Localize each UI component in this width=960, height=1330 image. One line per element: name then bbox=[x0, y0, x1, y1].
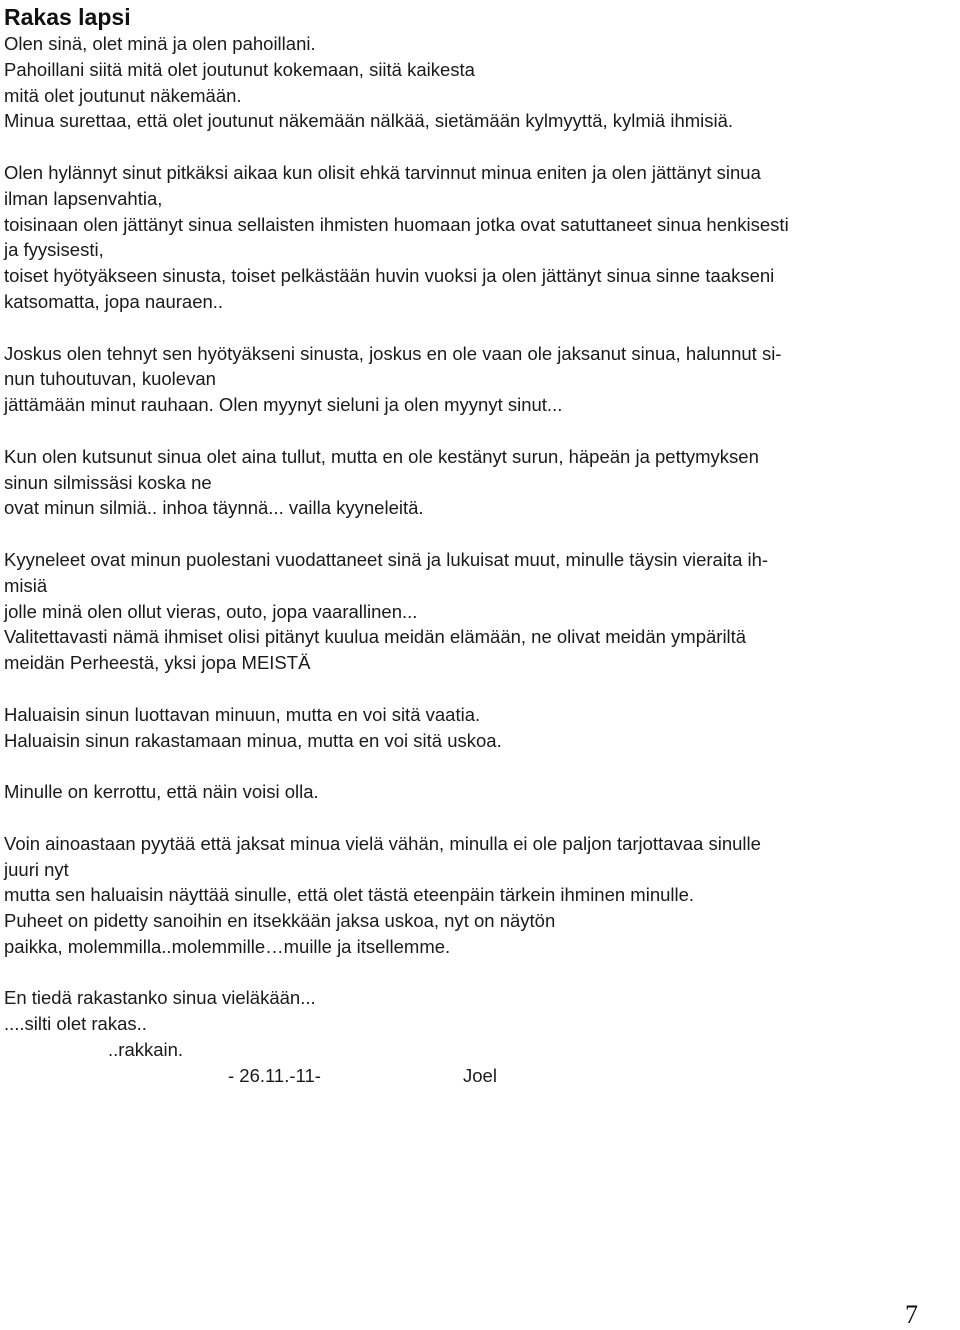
text-line: juuri nyt bbox=[4, 858, 69, 880]
text-line: misiä bbox=[4, 574, 48, 596]
letter-body bbox=[4, 0, 956, 1089]
text-line: sinun silmissäsi koska ne bbox=[4, 471, 212, 493]
letter-title: Rakas lapsi bbox=[4, 4, 131, 30]
paragraph-gap bbox=[4, 521, 956, 547]
paragraph-gap bbox=[4, 134, 956, 160]
text-line: Pahoillani siitä mitä olet joutunut kokemaan, siitä kaikesta bbox=[4, 58, 475, 80]
paragraph-gap bbox=[4, 960, 956, 986]
signature-line bbox=[4, 1063, 956, 1089]
text-line: ovat minun silmiä.. inhoa täynnä... vailla kyyneleitä. bbox=[4, 497, 424, 519]
text-line: Voin ainoastaan pyytää että jaksat minua vielä vähän, minulla ei ole paljon tarjottavaa sinulle bbox=[4, 832, 761, 854]
text-line: Minulle on kerrottu, että näin voisi olla. bbox=[4, 781, 319, 803]
paragraph-7 bbox=[4, 779, 956, 805]
text-line: Valitettavasti nämä ihmiset olisi pitänyt kuulua meidän elämään, ne olivat meidän ympäriltä bbox=[4, 626, 747, 648]
paragraph-2 bbox=[4, 160, 956, 315]
text-line: Puheet on pidetty sanoihin en itsekkään jaksa uskoa, nyt on näytön bbox=[4, 910, 556, 932]
paragraph-9 bbox=[4, 985, 956, 1062]
text-line: Olen sinä, olet minä ja olen pahoillani. bbox=[4, 33, 316, 54]
paragraph-gap bbox=[4, 676, 956, 702]
text-line: meidän Perheestä, yksi jopa MEISTÄ bbox=[4, 652, 311, 674]
text-line: katsomatta, jopa nauraen.. bbox=[4, 290, 224, 312]
text-line: Kyyneleet ovat minun puolestani vuodattaneet sinä ja lukuisat muut, minulle täysin vieraita ih- bbox=[4, 548, 769, 570]
paragraph-5 bbox=[4, 547, 956, 676]
paragraph-gap bbox=[4, 418, 956, 444]
signature-name: Joel bbox=[463, 1064, 497, 1086]
text-line: mitä olet joutunut näkemään. bbox=[4, 84, 242, 106]
paragraph-8 bbox=[4, 831, 956, 960]
text-line: ..rakkain. bbox=[108, 1039, 184, 1061]
paragraph-gap bbox=[4, 315, 956, 341]
text-line: Kun olen kutsunut sinua olet aina tullut, mutta en ole kestänyt surun, häpeän ja pettymyksen bbox=[4, 445, 759, 467]
text-line: ja fyysisesti, bbox=[4, 239, 104, 261]
text-line: Olen hylännyt sinut pitkäksi aikaa kun olisit ehkä tarvinnut minua eniten ja olen jättänyt sinua bbox=[4, 161, 761, 183]
text-line: Joskus olen tehnyt sen hyötyäkseni sinusta, joskus en ole vaan ole jaksanut sinua, halunnut si- bbox=[4, 342, 782, 364]
text-line: ....silti olet rakas.. bbox=[4, 1013, 147, 1035]
text-line: mutta sen haluaisin näyttää sinulle, että olet tästä eteenpäin tärkein ihminen minulle. bbox=[4, 884, 695, 906]
text-line: ilman lapsenvahtia, bbox=[4, 187, 163, 209]
text-line: toisinaan olen jättänyt sinua sellaisten ihmisten huomaan jotka ovat satuttaneet sinua henkisesti bbox=[4, 213, 789, 235]
text-line: En tiedä rakastanko sinua vieläkään... bbox=[4, 987, 316, 1009]
page-number: 7 bbox=[905, 1300, 918, 1329]
paragraph-1 bbox=[4, 31, 956, 134]
text-line: nun tuhoutuvan, kuolevan bbox=[4, 368, 216, 390]
paragraph-gap bbox=[4, 805, 956, 831]
paragraph-gap bbox=[4, 753, 956, 779]
text-line: paikka, molemmilla..molemmille…muille ja itsellemme. bbox=[4, 935, 451, 957]
text-line: toiset hyötyäkseen sinusta, toiset pelkästään huvin vuoksi ja olen jättänyt sinua sinne taakseni bbox=[4, 265, 775, 287]
text-line: Haluaisin sinun luottavan minuun, mutta en voi sitä vaatia. bbox=[4, 703, 481, 725]
text-line: jättämään minut rauhaan. Olen myynyt sieluni ja olen myynyt sinut... bbox=[4, 394, 563, 416]
text-line: Minua surettaa, että olet joutunut näkemään nälkää, sietämään kylmyyttä, kylmiä ihmisiä. bbox=[4, 110, 734, 132]
paragraph-6 bbox=[4, 702, 956, 754]
text-line: Haluaisin sinun rakastamaan minua, mutta en voi sitä uskoa. bbox=[4, 729, 502, 751]
signature-date: - 26.11.-11- bbox=[228, 1064, 321, 1086]
text-line: jolle minä olen ollut vieras, outo, jopa vaarallinen... bbox=[4, 600, 418, 622]
paragraph-4 bbox=[4, 444, 956, 521]
paragraph-3 bbox=[4, 341, 956, 418]
